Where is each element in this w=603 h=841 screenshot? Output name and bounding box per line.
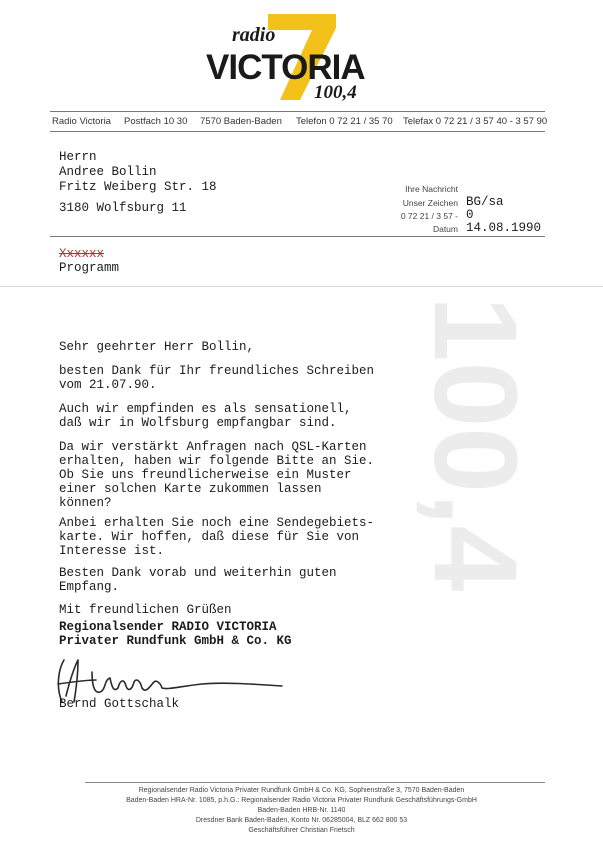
body-line: Da wir verstärkt Anfragen nach QSL-Karten	[59, 440, 367, 454]
recipient-salutation-line: Herrn	[59, 150, 97, 164]
header-postfach: Postfach 10 30	[124, 116, 188, 127]
body-line: einer solchen Karte zukommen lassen	[59, 482, 322, 496]
struck-subject: Xxxxxx	[59, 247, 105, 261]
footer-registration: Baden-Baden HRA-Nr. 1085, p.h.G.: Regionalsender Radio Victoria Privater Rundfunk Geschäftsführungs-GmbH	[126, 797, 477, 804]
subject-department: Programm	[59, 261, 120, 275]
watermark-text: 100,4	[409, 296, 541, 592]
body-line: karte. Wir hoffen, daß diese für Sie von	[59, 530, 360, 544]
body-line: Ob Sie uns freundlicherweise ein Muster	[59, 468, 352, 482]
footer-company: Regionalsender Radio Victoria Privater Rundfunk GmbH & Co. KG, Sophienstraße 3, 7570 Baden-Baden	[138, 787, 465, 794]
header-top-rule	[50, 111, 545, 112]
footer-rule	[85, 782, 545, 783]
ref-ihre-nachricht-label: Ihre Nachricht	[405, 184, 458, 194]
signer-name: Bernd Gottschalk	[59, 697, 180, 711]
footer-bank: Dresdner Bank Baden-Baden, Konto Nr. 06285004, BLZ 662 800 53	[195, 817, 408, 824]
organization-line-1: Regionalsender RADIO VICTORIA	[59, 620, 277, 634]
body-line: Besten Dank vorab und weiterhin guten	[59, 566, 337, 580]
salutation: Sehr geehrter Herr Bollin,	[59, 340, 255, 354]
reference-rule	[50, 236, 545, 237]
header-city: 7570 Baden-Baden	[200, 116, 282, 127]
closing: Mit freundlichen Grüßen	[59, 603, 232, 617]
watermark-frequency	[395, 290, 595, 730]
recipient-city: 3180 Wolfsburg 11	[59, 201, 187, 215]
ref-phone-value: 0	[466, 208, 474, 222]
radio-victoria-logo	[200, 8, 400, 103]
header-telefax: Telefax 0 72 21 / 3 57 40 - 3 57 90	[403, 116, 548, 127]
header-sender: Radio Victoria	[52, 116, 111, 127]
ref-datum-label: Datum	[432, 224, 458, 234]
body-line: Anbei erhalten Sie noch eine Sendegebiets-	[59, 516, 375, 530]
recipient-name: Andree Bollin	[59, 165, 157, 179]
ref-datum-value: 14.08.1990	[466, 221, 542, 235]
body-line: Interesse ist.	[59, 544, 165, 558]
logo-frequency-text: 100,4	[314, 82, 357, 103]
logo-radio-text: radio	[232, 24, 276, 46]
logo-victoria-text: VICTORIA	[206, 48, 365, 87]
header-bottom-rule	[50, 131, 545, 132]
body-line: besten Dank für Ihr freundliches Schreiben	[59, 364, 375, 378]
ref-phone-label: 0 72 21 / 3 57 -	[400, 211, 458, 221]
body-line: erhalten, haben wir folgende Bitte an Sie.	[59, 454, 375, 468]
ref-unser-zeichen-value: BG/sa	[466, 195, 504, 209]
body-line: Empfang.	[59, 580, 120, 594]
organization-line-2: Privater Rundfunk GmbH & Co. KG	[59, 634, 292, 648]
recipient-street: Fritz Weiberg Str. 18	[59, 180, 217, 194]
paper-fold-line	[0, 286, 603, 287]
ref-unser-zeichen-label: Unser Zeichen	[402, 198, 458, 208]
footer-hrb: Baden-Baden HRB-Nr. 1140	[257, 807, 346, 814]
header-telefon: Telefon 0 72 21 / 35 70	[296, 116, 393, 127]
body-line: Auch wir empfinden es als sensationell,	[59, 402, 352, 416]
body-line: vom 21.07.90.	[59, 378, 157, 392]
footer-manager: Geschäftsführer Christian Frietsch	[248, 827, 355, 834]
body-line: können?	[59, 496, 112, 510]
body-line: daß wir in Wolfsburg empfangbar sind.	[59, 416, 337, 430]
